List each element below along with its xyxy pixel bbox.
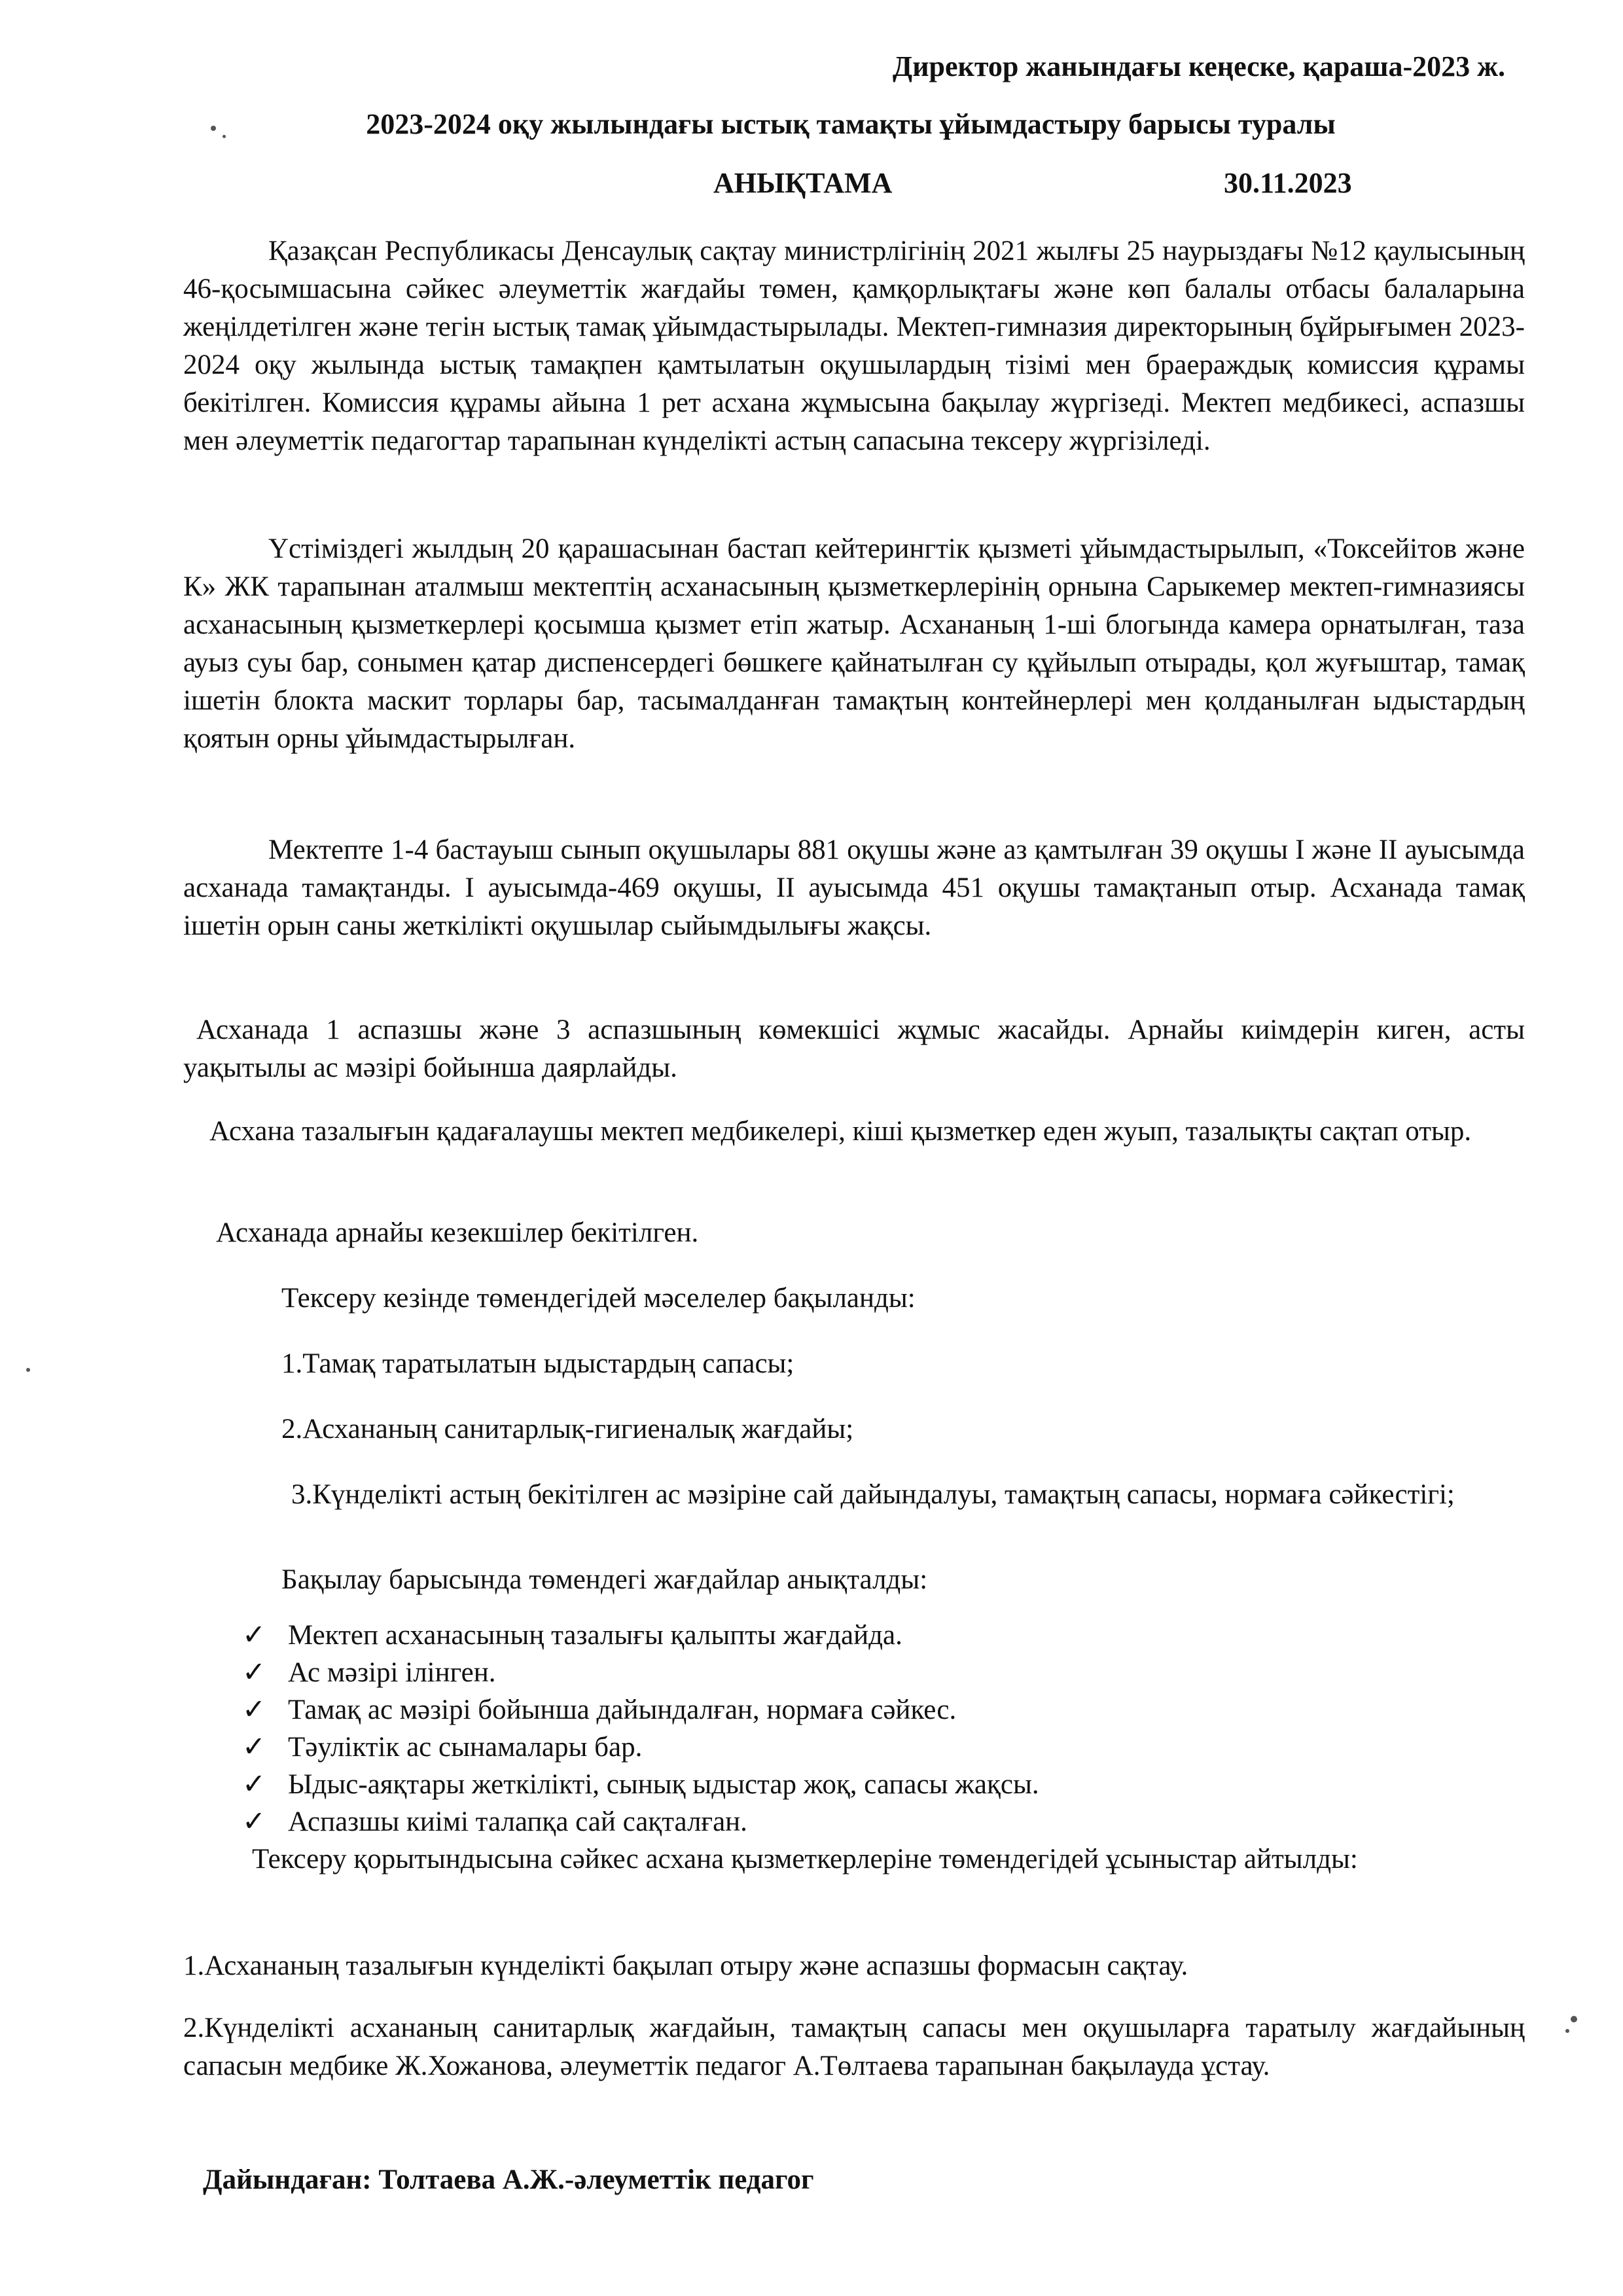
document-date: 30.11.2023 xyxy=(1224,167,1352,199)
checkmark-icon: ✓ xyxy=(242,1657,266,1688)
findings-list xyxy=(242,1617,1486,1840)
paragraph-duty: Асханада арнайы кезекшілер бекітілген. xyxy=(216,1217,699,1248)
checkmark-icon: ✓ xyxy=(242,1695,266,1725)
paragraph-cleanliness: Асхана тазалығын қадағалаушы мектеп медбикелері, кіші қызметкер еден жуып, тазалықты сақтап отыр. xyxy=(209,1116,1472,1147)
recommendation-1: 1.Асхананың тазалығын күнделікті бақылап отыру және аспазшы формасын сақтау. xyxy=(183,1950,1188,1981)
finding-text: Тамақ ас мәзірі бойынша дайындалған, нормаға сәйкес. xyxy=(288,1695,957,1725)
finding-text: Ыдыс-аяқтары жеткілікті, сынық ыдыстар жоқ, сапасы жақсы. xyxy=(288,1769,1039,1800)
paragraph-staff: Асханада 1 аспазшы және 3 аспазшының көмекшісі жұмыс жасайды. Арнайы киімдерін киген, асты уақытылы ас мәзірі бойынша даярлайды. xyxy=(183,1014,1525,1083)
finding-text: Тәуліктік ас сынамалары бар. xyxy=(288,1732,643,1763)
signature-line: Дайындаған: Толтаева А.Ж.-әлеуметтік педагог xyxy=(203,2164,814,2195)
paragraph-students: Мектепте 1-4 бастауыш сынып оқушылары 881 оқушы және аз қамтылған 39 оқушы І және ІІ ауысымда асханада тамақтанды. І ауысымда-469 оқушы, ІІ ауысымда 451 оқушы тамақтанып отыр. Асханада тамақ ішетін орын саны жеткілікті оқушылар сыйымдылығы жақсы. xyxy=(183,834,1525,941)
inspection-item-3: 3.Күнделікті астың бекітілген ас мәзіріне сай дайындалуы, тамақтың сапасы, нормаға сәйкестігі; xyxy=(291,1479,1455,1510)
finding-item xyxy=(242,1729,1486,1766)
finding-text: Мектеп асханасының тазалығы қалыпты жағдайда. xyxy=(288,1620,902,1651)
finding-item xyxy=(242,1654,1486,1691)
scan-speck xyxy=(26,1368,30,1372)
document-heading: АНЫҚТАМА xyxy=(713,167,893,199)
checkmark-icon: ✓ xyxy=(242,1732,266,1763)
paragraph-findings-intro: Бақылау барысында төмендегі жағдайлар анықталды: xyxy=(281,1564,928,1595)
scan-speck xyxy=(1571,2016,1577,2022)
recommendation-2: 2.Күнделікті асхананың санитарлық жағдайын, тамақтың сапасы мен оқушыларға таратылу жағдайының сапасын медбике Ж.Хожанова, әлеуметтік педагог А.Төлтаева тарапынан бақылауда ұстау. xyxy=(183,2013,1525,2081)
paragraph-legal-basis: Қазақсан Республикасы Денсаулық сақтау министрлігінің 2021 жылғы 25 наурыздағы №12 қаулысының 46-қосымшасына сәйкес әлеуметтік жағдайы төмен, қамқорлықтағы және көп балалы отбасы балаларына жеңілдетілген және тегін ыстық тамақ ұйымдастырылады. Мектеп-гимназия директорының бұйрығымен 2023-2024 оқу жылында ыстық тамақпен қамтылатын оқушылардың тізімі мен браераждық комиссия құрамы бекітілген. Комиссия құрамы айына 1 рет асхана жұмысына бақылау жүргізеді. Мектеп медбикесі, аспазшы мен әлеуметтік педагогтар тарапынан күнделікті астың сапасына тексеру жүргізіледі. xyxy=(183,236,1525,456)
finding-text: Аспазшы киімі талапқа сай сақталған. xyxy=(288,1806,747,1837)
scan-speck xyxy=(223,135,226,138)
finding-item xyxy=(242,1803,1486,1840)
inspection-item-1: 1.Тамақ таратылатын ыдыстардың сапасы; xyxy=(281,1348,794,1379)
checkmark-icon: ✓ xyxy=(242,1769,266,1800)
scan-speck xyxy=(211,126,216,131)
finding-item xyxy=(242,1691,1486,1729)
inspection-item-2: 2.Асхананың санитарлық-гигиеналық жағдайы; xyxy=(281,1414,854,1444)
paragraph-inspection-intro: Тексеру кезінде төмендегідей мәселелер бақыланды: xyxy=(281,1283,916,1314)
scan-speck xyxy=(1565,2029,1569,2033)
paragraph-catering: Үстіміздегі жылдың 20 қарашасынан бастап кейтерингтік қызметі ұйымдастырылып, «Токсейітов және К» ЖК тарапынан аталмыш мектептің асханасының қызметкерлерінің орнына Сарыкемер мектеп-гимназиясы асханасының қызметкерлері қосымша қызмет етіп жатыр. Асхананың 1-ші блогында камера орнатылған, таза ауыз суы бар, сонымен қатар диспенсердегі бөшкеге қайнатылған су құйылып отырады, қол жуғыштар, тамақ ішетін блокта маскит торлары бар, тасымалданған тамақтың контейнерлері мен қолданылған ыдыстардың қоятын орны ұйымдастырылған. xyxy=(183,533,1525,754)
finding-text: Ас мәзірі ілінген. xyxy=(288,1657,496,1688)
finding-item xyxy=(242,1617,1486,1654)
checkmark-icon: ✓ xyxy=(242,1620,266,1651)
checkmark-icon: ✓ xyxy=(242,1806,266,1837)
document-title: 2023-2024 оқу жылындағы ыстық тамақты ұйымдастыру барысы туралы xyxy=(366,108,1336,140)
recipient-line: Директор жанындағы кеңеске, қараша-2023 ж. xyxy=(892,50,1505,82)
finding-item xyxy=(242,1766,1486,1803)
paragraph-recommendations-intro: Тексеру қорытындысына сәйкес асхана қызметкерлеріне төмендегідей ұсыныстар айтылды: xyxy=(252,1844,1358,1874)
